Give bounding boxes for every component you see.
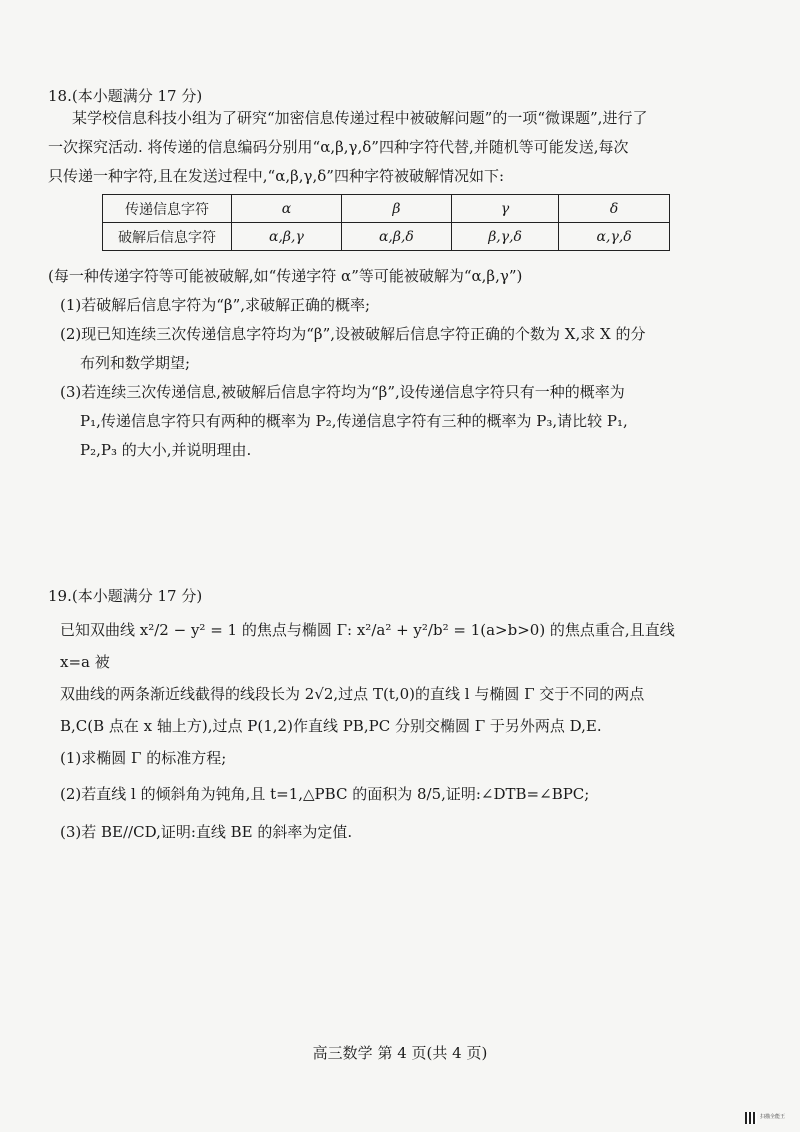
table-cell: δ	[559, 195, 670, 223]
table-cell: 破解后信息字符	[103, 223, 232, 251]
table-cell: α,γ,δ	[559, 223, 670, 251]
question-18-title: 18.(本小题满分 17 分)	[48, 87, 203, 105]
q18-note: (每一种传递字符等可能被破解,如“传递字符 α”等可能被破解为“α,β,γ”)	[48, 267, 523, 285]
q18-intro-3: 只传递一种字符,且在发送过程中,“α,β,γ,δ”四种字符被破解情况如下:	[48, 167, 505, 185]
question-19-title: 19.(本小题满分 17 分)	[48, 587, 203, 605]
question-18-body	[48, 104, 708, 191]
qr-code-icon	[745, 1112, 757, 1124]
table-row	[103, 223, 670, 251]
table-cell: α	[232, 195, 342, 223]
q19-part-2: (2)若直线 l 的倾斜角为钝角,且 t=1,△PBC 的面积为 8/5,证明:∠DTB=∠BPC;	[60, 785, 590, 803]
page-footer: 高三数学 第 4 页(共 4 页)	[312, 1044, 488, 1062]
table-cell: β	[341, 195, 451, 223]
scanner-watermark: 扫描全能王	[760, 1114, 786, 1120]
table-cell: α,β,δ	[341, 223, 451, 251]
q19-part-1: (1)求椭圆 Γ 的标准方程;	[60, 749, 227, 767]
q18-part-3c: P₂,P₃ 的大小,并说明理由.	[80, 441, 252, 459]
q19-line-1: 已知双曲线 x²/2 − y² = 1 的焦点与椭圆 Γ: x²/a² + y²/b² = 1(a>b>0) 的焦点重合,且直线 x=a 被	[60, 621, 675, 671]
table-row	[103, 195, 670, 223]
q18-part-3b: P₁,传递信息字符只有两种的概率为 P₂,传递信息字符有三种的概率为 P₃,请比较 P₁,	[80, 412, 628, 430]
q18-part-2b: 布列和数学期望;	[80, 354, 191, 372]
q18-part-3a: (3)若连续三次传递信息,被破解后信息字符均为“β”,设传递信息字符只有一种的概率为	[60, 383, 625, 401]
q19-part-3: (3)若 BE//CD,证明:直线 BE 的斜率为定值.	[60, 823, 353, 841]
table-cell: γ	[451, 195, 558, 223]
question-19-body	[48, 614, 708, 850]
q19-line-3: B,C(B 点在 x 轴上方),过点 P(1,2)作直线 PB,PC 分别交椭圆 Γ 于另外两点 D,E.	[60, 717, 602, 735]
q18-intro-1: 某学校信息科技小组为了研究“加密信息传递过程中被破解问题”的一项“微课题”,进行了	[72, 109, 648, 127]
cipher-table	[102, 194, 670, 251]
question-18	[48, 86, 708, 106]
q18-intro-2: 一次探究活动. 将传递的信息编码分别用“α,β,γ,δ”四种字符代替,并随机等可能发送,每次	[48, 138, 629, 156]
q19-line-2: 双曲线的两条渐近线截得的线段长为 2√2,过点 T(t,0)的直线 l 与椭圆 Γ 交于不同的两点	[60, 685, 645, 703]
q18-part-1: (1)若破解后信息字符为“β”,求破解正确的概率;	[60, 296, 371, 314]
question-18-parts	[48, 262, 708, 465]
table-cell: β,γ,δ	[451, 223, 558, 251]
table-cell: α,β,γ	[232, 223, 342, 251]
question-19	[48, 586, 708, 606]
table-cell: 传递信息字符	[103, 195, 232, 223]
q18-part-2a: (2)现已知连续三次传递信息字符均为“β”,设被破解后信息字符正确的个数为 X,求 X 的分	[60, 325, 646, 343]
